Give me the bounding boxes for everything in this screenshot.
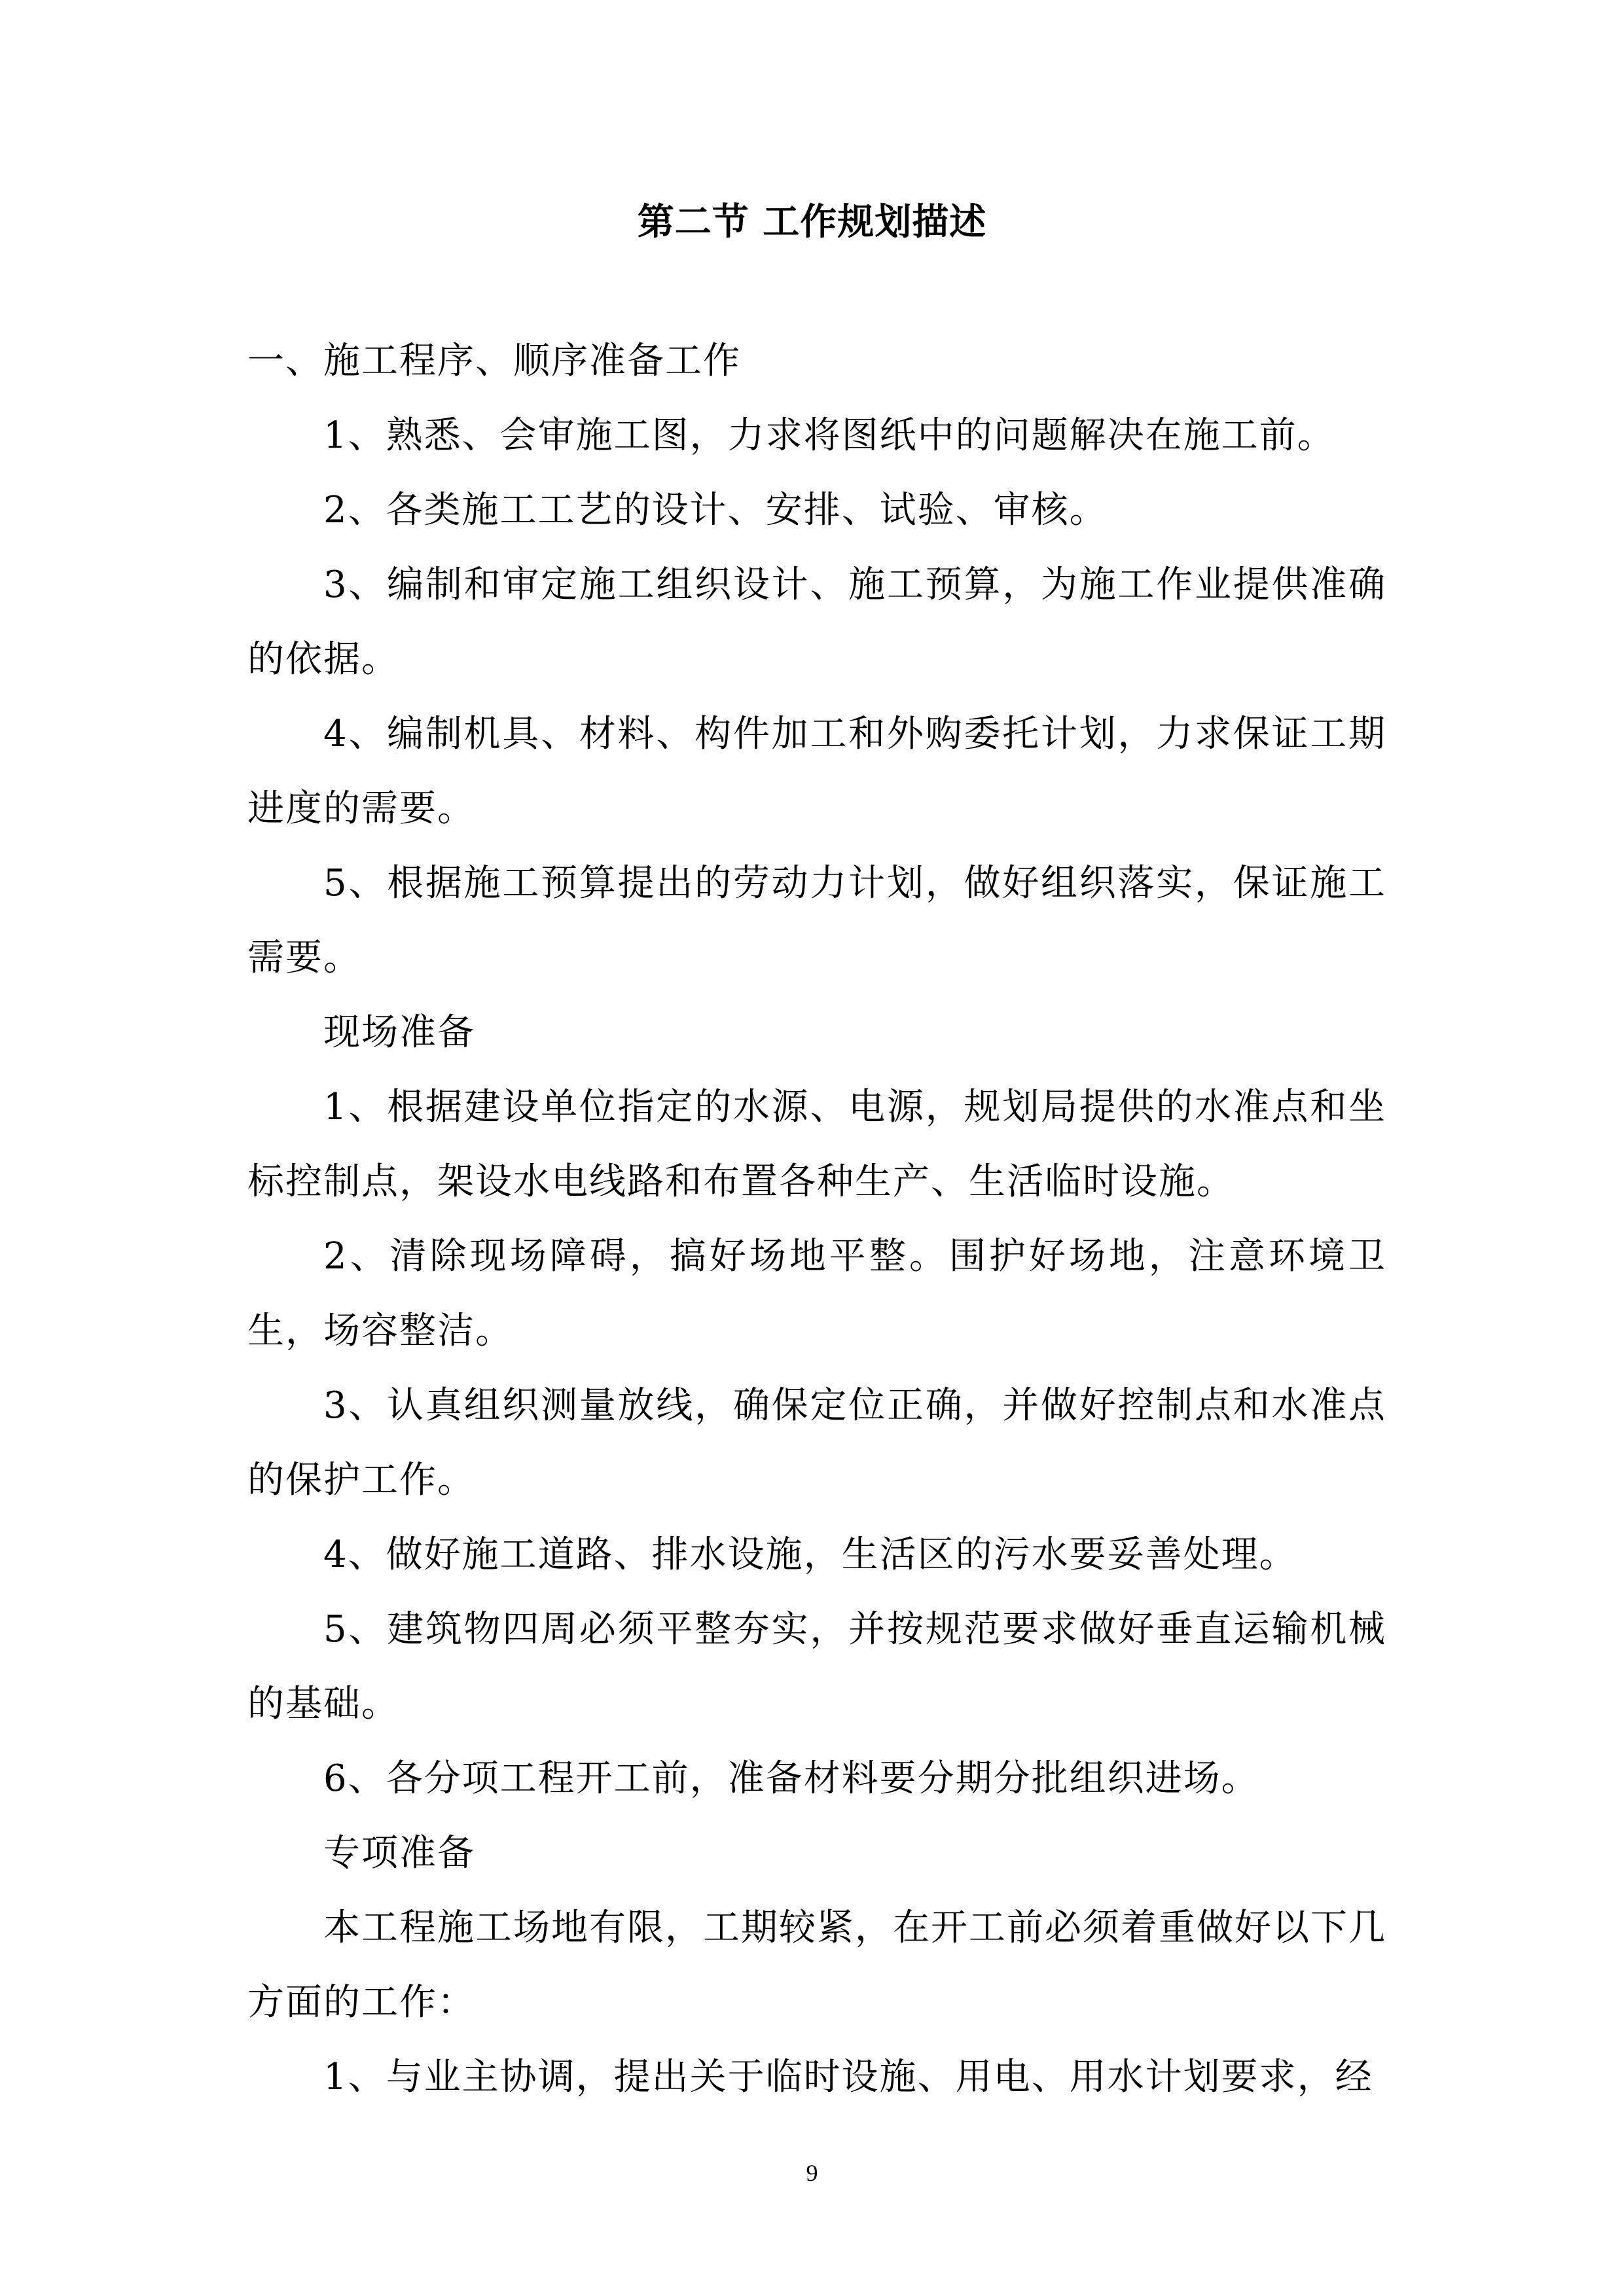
- paragraph: 本工程施工场地有限，工期较紧，在开工前必须着重做好以下几方面的工作：: [247, 1907, 1386, 2024]
- paragraph: 2、清除现场障碍，搞好场地平整。围护好场地，注意环境卫生，场容整洁。: [247, 1235, 1386, 1352]
- paragraph: 5、建筑物四周必须平整夯实，并按规范要求做好垂直运输机械的基础。: [247, 1608, 1386, 1725]
- paragraph: 4、编制机具、材料、构件加工和外购委托计划，力求保证工期进度的需要。: [247, 713, 1386, 830]
- paragraph: 5、根据施工预算提出的劳动力计划，做好组织落实，保证施工需要。: [247, 862, 1386, 979]
- paragraph: 6、各分项工程开工前，准备材料要分期分批组织进场。: [323, 1757, 1259, 1800]
- paragraph: 4、做好施工道路、排水设施，生活区的污水要妥善处理。: [323, 1534, 1297, 1576]
- subheading-site-preparation: 现场准备: [323, 1011, 475, 1054]
- subheading-special-preparation: 专项准备: [323, 1832, 475, 1874]
- paragraph: 2、各类施工工艺的设计、安排、试验、审核。: [323, 489, 1108, 531]
- paragraph: 3、认真组织测量放线，确保定位正确，并做好控制点和水准点的保护工作。: [247, 1384, 1386, 1501]
- paragraph-heading-1: 一、施工程序、顺序准备工作: [247, 340, 741, 382]
- paragraph: 1、熟悉、会审施工图，力求将图纸中的问题解决在施工前。: [323, 414, 1335, 457]
- paragraph: 1、与业主协调，提出关于临时设施、用电、用水计划要求，经: [323, 2056, 1373, 2098]
- document-body: [247, 324, 1386, 2115]
- section-title: 第二节 工作规划描述: [637, 201, 987, 243]
- paragraph: 3、编制和审定施工组织设计、施工预算，为施工作业提供准确的依据。: [247, 564, 1386, 681]
- paragraph: 1、根据建设单位指定的水源、电源，规划局提供的水准点和坐标控制点，架设水电线路和布置各种生产、生活临时设施。: [247, 1086, 1386, 1203]
- page-number: 9: [806, 2160, 818, 2186]
